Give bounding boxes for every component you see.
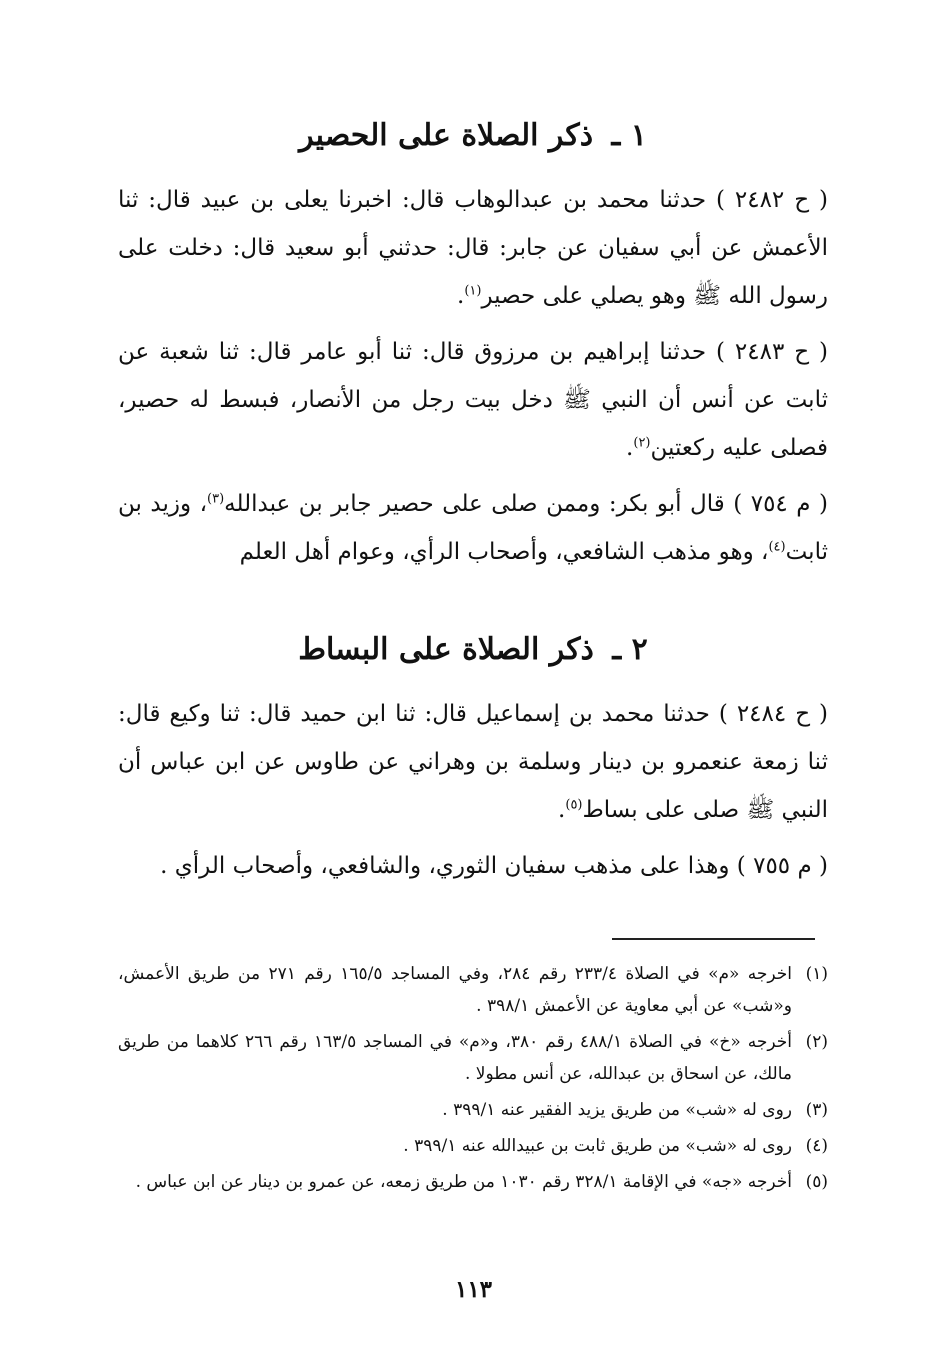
section-number: ٢ ـ xyxy=(612,632,648,667)
footnote-number: (٢) xyxy=(805,1032,828,1052)
paragraph-tail: . xyxy=(457,283,465,309)
page-number: ١١٣ xyxy=(454,1276,493,1303)
paragraph-text: ( ح ٢٤٨٢ ) حدثنا محمد بن عبدالوهاب قال: اخبرنا يعلى بن عبيد قال: ثنا الأعمش عن أبي سفيان عن جابر: قال: حدثني أبو سعيد قال: دخلت على رسول الله ﷺ وهو يصلي على حصير xyxy=(118,187,828,309)
section-title: ذكر الصلاة على الحصير xyxy=(299,118,594,153)
paragraph-tail: . xyxy=(558,797,566,823)
opinion-paragraph xyxy=(118,480,828,576)
section-heading-2 xyxy=(118,618,828,682)
paragraph-text: ( ح ٢٤٨٤ ) حدثنا محمد بن إسماعيل قال: ثنا ابن حميد قال: ثنا وكيع قال: ثنا زمعة عنعمرو بن دينار وسلمة بن وهراني عن طاوس عن ابن عباس أن النبي ﷺ صلى على بساط xyxy=(118,701,828,823)
footnote-text: روى له «شب» من طريق يزيد الفقير عنه ٣٩٩/١ . xyxy=(442,1100,792,1120)
footnote xyxy=(118,1130,828,1162)
footnote-number: (٥) xyxy=(805,1172,828,1192)
footnote xyxy=(118,1094,828,1126)
footnote-text: أخرجه «جه» في الإقامة ٣٢٨/١ رقم ١٠٣٠ من طريق زمعه، عن عمرو بن دينار عن ابن عباس . xyxy=(135,1172,792,1192)
main-text xyxy=(118,104,828,890)
footnote-number: (٤) xyxy=(805,1136,828,1156)
footnote xyxy=(118,1166,828,1198)
paragraph-tail: ، وهو مذهب الشافعي، وأصحاب الرأي، وعوام أهل العلم xyxy=(239,539,769,565)
footnote xyxy=(118,1026,828,1090)
opinion-paragraph xyxy=(118,842,828,890)
paragraph-text: ( م ٧٥٥ ) وهذا على مذهب سفيان الثوري، والشافعي، وأصحاب الرأي . xyxy=(160,853,828,879)
footnote-number: (٣) xyxy=(805,1100,828,1120)
paragraph-text: ( م ٧٥٤ ) قال أبو بكر: وممن صلى على حصير جابر بن عبدالله xyxy=(224,491,828,517)
paragraph-text: ( ح ٢٤٨٣ ) حدثنا إبراهيم بن مرزوق قال: ثنا أبو عامر قال: ثنا شعبة عن ثابت عن أنس أن النبي ﷺ دخل بيت رجل من الأنصار، فبسط له حصير، فصلى عليه ركعتين xyxy=(118,339,828,461)
footnote xyxy=(118,958,828,1022)
footnotes xyxy=(118,958,828,1202)
footnote-ref: (٥) xyxy=(565,797,583,813)
hadith-paragraph xyxy=(118,328,828,472)
section-title: ذكر الصلاة على البساط xyxy=(298,632,594,667)
hadith-paragraph xyxy=(118,176,828,320)
footnote-text: أخرجه «خ» في الصلاة ٤٨٨/١ رقم ٣٨٠، و«م» في المساجد ١٦٣/٥ رقم ٢٦٦ كلاهما من طريق مالك، عن اسحاق بن عبدالله، عن أنس مطولا . xyxy=(118,1032,792,1084)
paragraph-tail: . xyxy=(626,435,634,461)
section-heading-1 xyxy=(118,104,828,168)
footnote-ref: (٢) xyxy=(633,435,651,451)
footnote-ref: (٣) xyxy=(207,491,225,507)
footnote-number: (١) xyxy=(805,964,828,984)
footnote-ref: (١) xyxy=(464,283,482,299)
paragraph-tail: ، وزيد بن ثابت xyxy=(118,491,828,565)
footnote-text: اخرجه «م» في الصلاة ٢٣٣/٤ رقم ٢٨٤، وفي المساجد ١٦٥/٥ رقم ٢٧١ من طريق الأعمش، و«شب» عن أبي معاوية عن الأعمش ٣٩٨/١ . xyxy=(118,964,792,1016)
footnote-text: روى له «شب» من طريق ثابت بن عبيدالله عنه ٣٩٩/١ . xyxy=(403,1136,792,1156)
section-number: ١ ـ xyxy=(611,118,647,153)
footnote-ref: (٤) xyxy=(768,539,786,555)
footnote-separator xyxy=(612,938,815,940)
hadith-paragraph xyxy=(118,690,828,834)
